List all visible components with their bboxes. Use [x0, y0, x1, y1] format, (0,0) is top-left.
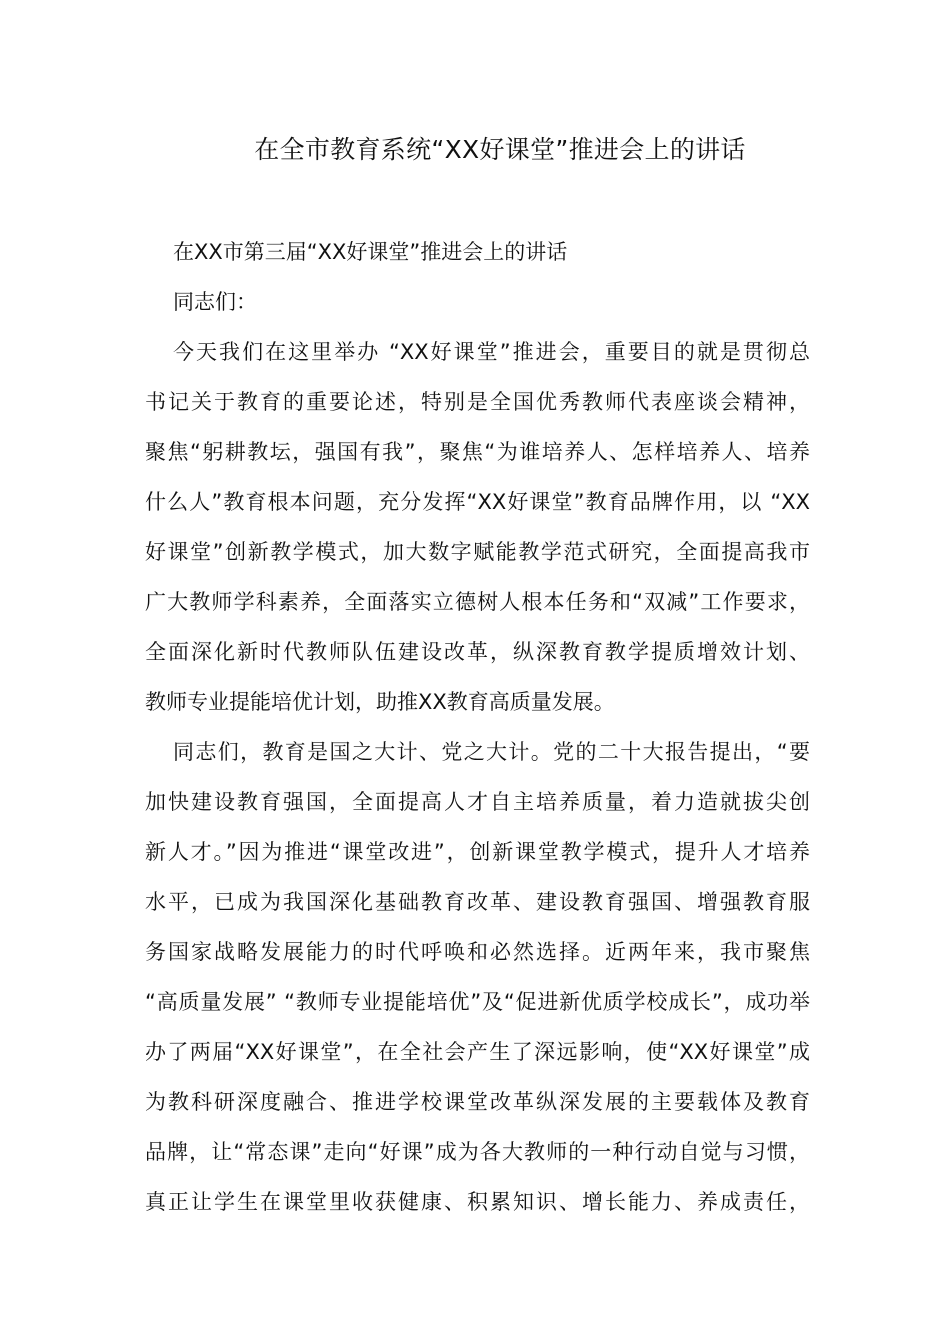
paragraph-1	[145, 327, 810, 727]
document-body	[145, 227, 810, 1227]
paragraph-line: 新人才。”因为推进“课堂改进”，创新课堂教学模式，提升人才培养	[145, 840, 810, 864]
document-title: 在全市教育系统“XX好课堂”推进会上的讲话	[254, 135, 746, 164]
paragraph-line: 同志们，教育是国之大计、党之大计。党的二十大报告提出，“要	[173, 740, 810, 764]
paragraph-line: 水平，已成为我国深化基础教育改革、建设教育强国、增强教育服	[145, 890, 810, 914]
paragraph-line: 书记关于教育的重要论述，特别是全国优秀教师代表座谈会精神，	[145, 390, 810, 414]
paragraph-line: 办了两届“XX好课堂”，在全社会产生了深远影响，使“XX好课堂”成	[145, 1040, 810, 1064]
paragraph-line: 好课堂”创新教学模式，加大数字赋能教学范式研究，全面提高我市	[145, 540, 810, 564]
paragraph-line: “高质量发展” “教师专业提能培优”及“促进新优质学校成长”，成功举	[145, 990, 810, 1014]
paragraph-line: 今天我们在这里举办 “XX好课堂”推进会，重要目的就是贯彻总	[173, 340, 810, 364]
paragraph-2	[145, 727, 810, 1227]
paragraph-line: 真正让学生在课堂里收获健康、积累知识、增长能力、养成责任，	[145, 1190, 810, 1214]
paragraph-line: 品牌，让“常态课”走向“好课”成为各大教师的一种行动自觉与习惯，	[145, 1140, 810, 1164]
paragraph-line: 教师专业提能培优计划，助推XX教育高质量发展。	[145, 690, 615, 714]
paragraph-line: 广大教师学科素养，全面落实立德树人根本任务和“双减”工作要求，	[145, 590, 810, 614]
paragraph-line: 全面深化新时代教师队伍建设改革，纵深教育教学提质增效计划、	[145, 640, 810, 664]
paragraph-line: 为教科研深度融合、推进学校课堂改革纵深发展的主要载体及教育	[145, 1090, 810, 1114]
paragraph-line: 加快建设教育强国，全面提高人才自主培养质量，着力造就拔尖创	[145, 790, 810, 814]
document-subtitle: 在XX市第三届“XX好课堂”推进会上的讲话	[173, 240, 568, 264]
paragraph-line: 务国家战略发展能力的时代呼唤和必然选择。近两年来，我市聚焦	[145, 940, 810, 964]
salutation: 同志们：	[173, 290, 257, 314]
paragraph-line: 什么人”教育根本问题，充分发挥“XX好课堂”教育品牌作用，以 “XX	[145, 490, 810, 514]
paragraph-line: 聚焦“躬耕教坛，强国有我”，聚焦“为谁培养人、怎样培养人、培养	[145, 440, 810, 464]
